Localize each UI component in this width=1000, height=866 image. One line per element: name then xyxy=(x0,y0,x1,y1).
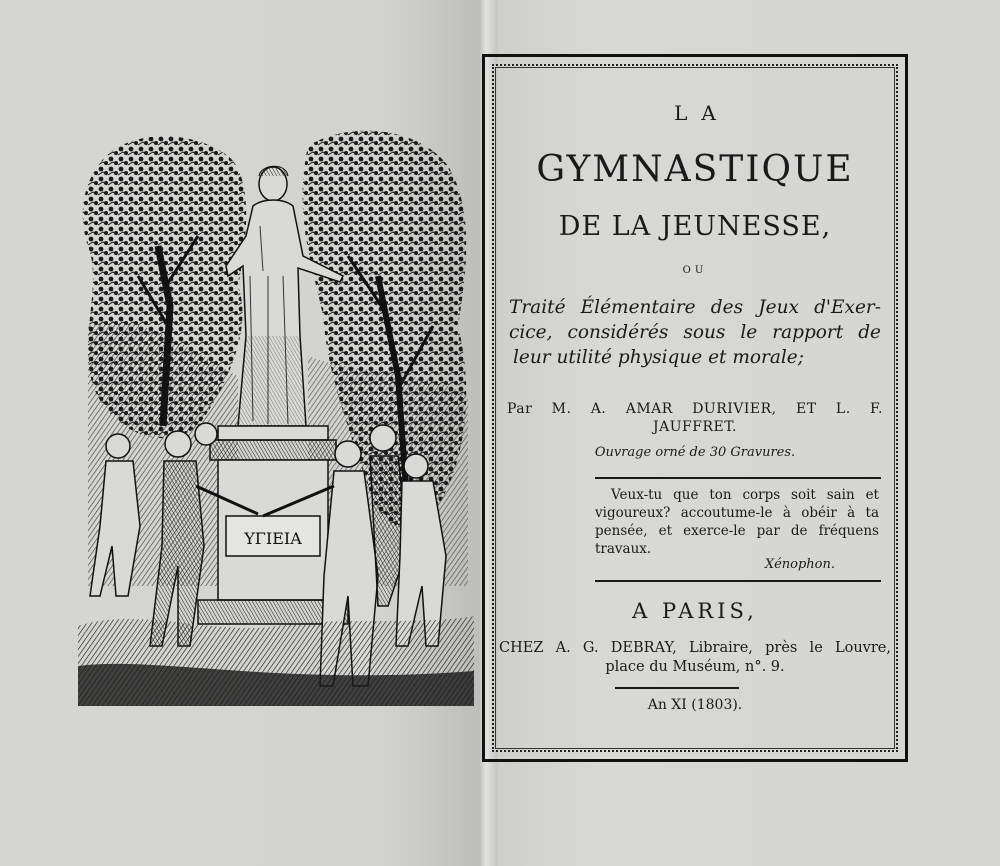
title-conjunction: OU xyxy=(682,265,708,276)
epigraph-top-rule xyxy=(595,477,881,479)
subtitle: DE LA JEUNESSE, xyxy=(558,211,832,242)
pedestal-inscription: ΥΓΙΕΙΑ xyxy=(244,529,302,548)
publication-date: An XI (1803). xyxy=(647,697,743,713)
epigraph-attribution: Xénophon. xyxy=(764,557,835,572)
main-title: GYMNASTIQUE xyxy=(536,149,854,190)
authors xyxy=(507,400,883,436)
publisher xyxy=(499,639,891,677)
description-line: Traité Élémentaire des Jeux d'Exer- xyxy=(509,297,881,318)
epigraph-line: Veux-tu que ton corps soit sain et xyxy=(611,487,879,503)
epigraph-line: pensée, et exerce-le par de fréquens xyxy=(595,523,879,539)
date-rule xyxy=(615,687,739,689)
publisher-line: place du Muséum, n°. 9. xyxy=(605,659,785,675)
epigraph xyxy=(595,486,879,558)
epigraph-line: travaux. xyxy=(595,541,652,557)
publication-place: A PARIS, xyxy=(632,599,758,623)
epigraph-line: vigoureux? accoutume-le à obéir à ta xyxy=(595,505,879,521)
engraving-illustration xyxy=(78,126,474,706)
epigraph-bottom-rule xyxy=(595,580,881,582)
description-line: cice, considérés sous le rapport de xyxy=(509,322,881,343)
frontispiece-engraving xyxy=(78,126,474,706)
description-line: leur utilité physique et morale; xyxy=(513,347,804,368)
title-page-frame xyxy=(482,54,908,762)
title-article: LA xyxy=(674,101,730,125)
title-description xyxy=(509,295,881,370)
illustrations-note: Ouvrage orné de 30 Gravures. xyxy=(594,445,796,460)
publisher-line: CHEZ A. G. DEBRAY, Libraire, près le Louvre, xyxy=(499,640,891,656)
author-line: JAUFFRET. xyxy=(653,419,737,435)
author-line: Par M. A. AMAR DURIVIER, ET L. F. xyxy=(507,401,883,417)
